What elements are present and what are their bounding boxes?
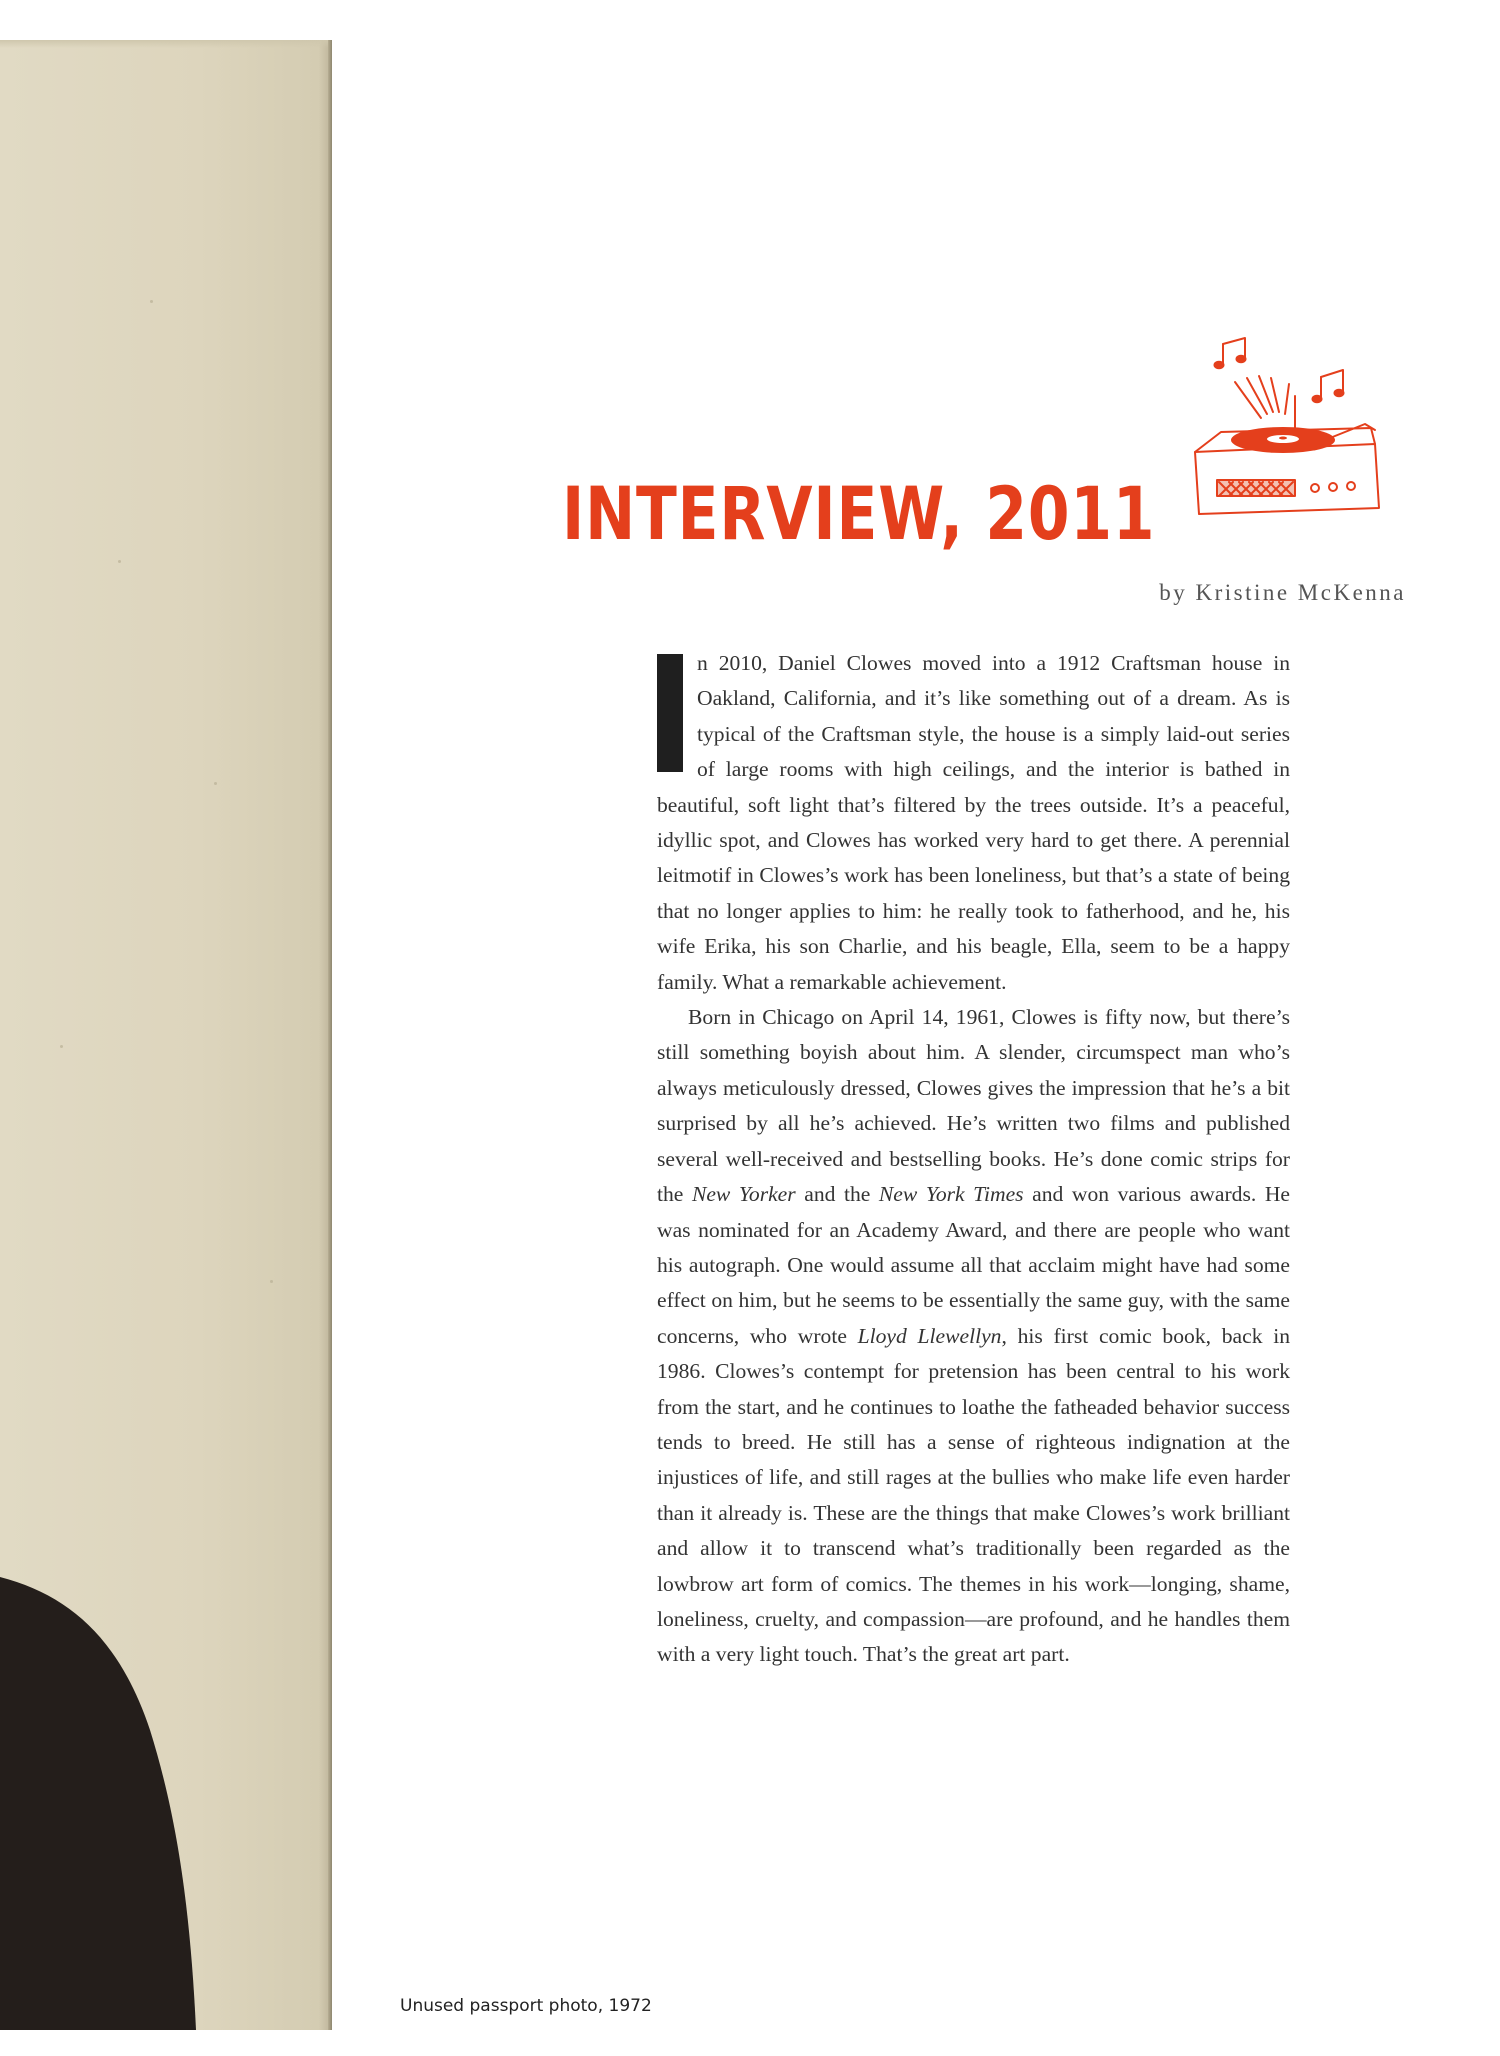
byline: by Kristine McKenna [1159, 580, 1406, 605]
paragraph-2-text-a: Born in Chicago on April 14, 1961, Clowes is fifty now, but there’s still something boyish about him. A slender, circumspect man who’s always meticulously dressed, Clowes gives the impression that he’s a bit surprised by all he’s achieved. He’s written two films and published several well-received and bestselling books. He’s done comic strips for the [657, 1005, 1290, 1207]
drop-cap-block [657, 654, 683, 772]
article-title: INTERVIEW, 2011 [562, 472, 1156, 557]
publication-new-york-times: New York Times [878, 1182, 1024, 1207]
photo-speck [270, 1280, 273, 1283]
photo-speck [60, 1045, 63, 1048]
record-player-icon [1175, 332, 1395, 522]
article-body [657, 646, 1290, 1673]
photo-shoulder-silhouette [0, 40, 332, 2030]
paragraph-2 [657, 1000, 1290, 1673]
book-title-lloyd-llewellyn: Lloyd Llewellyn [857, 1323, 1002, 1348]
passport-photo [0, 40, 332, 2030]
paragraph-1-text: n 2010, Daniel Clowes moved into a 1912 Craftsman house in Oakland, California, and it’s like something out of a dream. As is typical of the Craftsman style, the house is a simply laid-out series of large rooms with high ceilings, and the interior is bathed in beautiful, soft light that’s filtered by the trees outside. It’s a peaceful, idyllic spot, and Clowes has worked very hard to get there. A perennial leitmotif in Clowes’s work has been loneliness, but that’s a state of being that no longer applies to him: he really took to fatherhood, and he, his wife Erika, his son Charlie, and his beagle, Ella, seem to be a happy family. What a remarkable achievement. [657, 651, 1290, 994]
publication-new-yorker: New Yorker [691, 1182, 796, 1207]
photo-caption: Unused passport photo, 1972 [400, 1996, 652, 2016]
page-fold-edge [328, 40, 332, 2030]
photo-speck [150, 300, 153, 303]
paragraph-2-text-c: and won various awards. He was nominated for an Academy Award, and there are people who want his autograph. One would assume all that acclaim might have had some effect on him, but he seems to be essentially the same guy, with the same concerns, who wrote [657, 1182, 1290, 1348]
paragraph-1 [657, 646, 1290, 1000]
photo-speck [118, 560, 121, 563]
photo-speck [214, 782, 217, 785]
paragraph-2-text-d: , his first comic book, back in 1986. Clowes’s contempt for pretension has been central to his work from the start, and he continues to loathe the fatheaded behavior success tends to breed. He still has a sense of righteous indignation at the injustices of life, and still rages at the bullies who make life even harder than it already is. These are the things that make Clowes’s work brilliant and allow it to transcend what’s traditionally been regarded as the lowbrow art form of comics. The themes in his work—longing, shame, loneliness, cruelty, and compassion—are profound, and he handles them with a very light touch. That’s the great art part. [657, 1323, 1290, 1667]
paragraph-2-text-b: and the [795, 1182, 879, 1207]
